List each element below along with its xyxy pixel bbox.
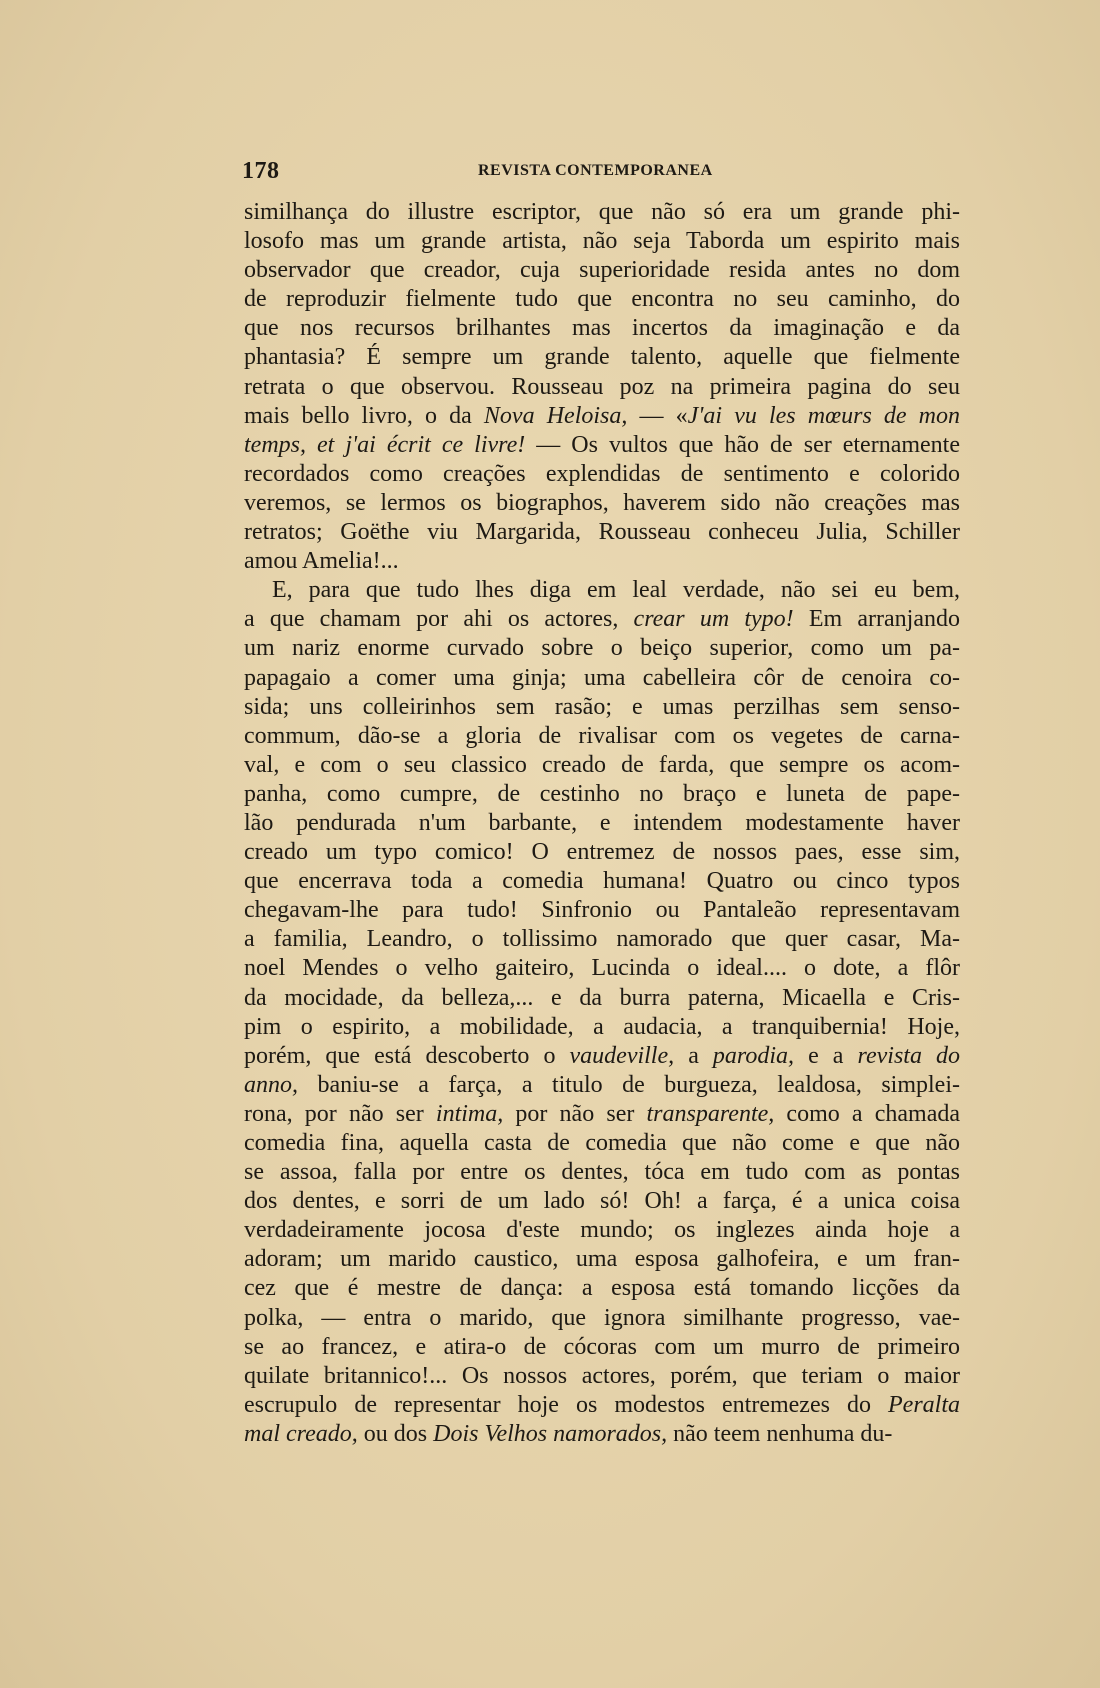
text-segment: comedia fina, aquella casta de comedia que não come e que não: [244, 1130, 960, 1156]
text-segment: mais bello livro, o da: [244, 402, 484, 429]
text-segment: adoram; um marido caustico, uma esposa galhofeira, e um fran-: [244, 1246, 960, 1273]
text-line: [244, 431, 960, 460]
text-line: [244, 1245, 960, 1274]
text-segment: da mocidade, da belleza,... e da burra paterna, Micaella e Cris-: [244, 984, 960, 1011]
text-segment: sida; uns colleirinhos sem rasão; e umas perzilhas sem senso-: [244, 693, 960, 720]
text-segment: porém, que está descoberto o: [244, 1042, 570, 1069]
text-segment: ou dos: [357, 1420, 434, 1447]
text-line: [244, 1042, 960, 1071]
text-line: [244, 314, 960, 343]
text-segment: baniu-se a farça, a titulo de burgueza, lealdosa, simplei-: [298, 1071, 960, 1098]
text-segment: que encerrava toda a comedia humana! Quatro ou cinco typos: [244, 868, 960, 895]
text-line: [244, 285, 960, 314]
text-line: [244, 664, 960, 693]
text-segment: pim o espirito, a mobilidade, a audacia, a tranquibernia! Hoje,: [244, 1013, 960, 1040]
italic-text: mal creado,: [244, 1420, 358, 1447]
text-segment: por não ser: [503, 1100, 647, 1127]
italic-text: J'ai vu les mœurs de mon: [687, 402, 960, 429]
text-segment: que nos recursos brilhantes mas incertos da imaginação e da: [244, 315, 960, 342]
italic-text: transparente,: [646, 1100, 775, 1127]
text-segment: dos dentes, e sorri de um lado só! Oh! a farça, é a unica coisa: [244, 1188, 960, 1215]
text-line: [244, 227, 960, 256]
text-line: [244, 198, 960, 227]
text-segment: a familia, Leandro, o tollissimo namorado que quer casar, Ma-: [244, 926, 960, 953]
italic-text: Peralta: [888, 1391, 960, 1418]
text-line: [244, 1158, 960, 1187]
text-line: [244, 1187, 960, 1216]
text-segment: escrupulo de representar hoje os modestos entremezes do: [244, 1391, 888, 1418]
text-segment: como a chamada: [774, 1100, 960, 1127]
text-segment: um nariz enorme curvado sobre o beiço superior, como um pa-: [244, 635, 960, 662]
page-header: [242, 158, 962, 182]
text-line: [244, 1013, 960, 1042]
text-line: [244, 1333, 960, 1362]
text-line: [244, 605, 960, 634]
text-line: [244, 1129, 960, 1158]
text-segment: similhança do illustre escriptor, que não só era um grande phi-: [244, 199, 960, 225]
text-line: [244, 518, 960, 547]
text-segment: a: [674, 1042, 713, 1069]
text-line: [244, 1420, 960, 1449]
text-segment: cez que é mestre de dança: a esposa está tomando licções da: [244, 1275, 960, 1302]
italic-text: Dois Velhos namorados,: [433, 1420, 668, 1447]
text-segment: val, e com o seu classico creado de farda, que sempre os acom-: [244, 751, 960, 778]
text-line: [244, 693, 960, 722]
text-segment: creado um typo comico! O entremez de nossos paes, esse sim,: [244, 839, 960, 866]
text-segment: retrata o que observou. Rousseau poz na primeira pagina do seu: [244, 373, 960, 400]
italic-text: temps, et j'ai écrit ce livre!: [244, 431, 526, 458]
text-line: [244, 576, 960, 605]
text-line: [244, 460, 960, 489]
text-line: [244, 954, 960, 983]
text-segment: rona, por não ser: [244, 1100, 436, 1127]
italic-text: Nova Heloisa,: [483, 402, 628, 429]
text-line: [244, 780, 960, 809]
text-segment: E, para que tudo lhes diga em leal verdade, não sei eu bem,: [272, 577, 960, 604]
text-segment: losofo mas um grande artista, não seja Taborda um espirito mais: [244, 228, 960, 255]
text-line: [244, 373, 960, 402]
text-segment: de reproduzir fielmente tudo que encontra no seu caminho, do: [244, 286, 960, 313]
text-line: [244, 343, 960, 372]
italic-text: crear um typo!: [633, 606, 794, 633]
text-line: [244, 925, 960, 954]
text-line: [244, 867, 960, 896]
text-segment: Em arranjando: [793, 606, 960, 633]
text-line: [244, 489, 960, 518]
text-segment: retratos; Goëthe viu Margarida, Rousseau conheceu Julia, Schiller: [244, 519, 960, 546]
running-title: REVISTA CONTEMPORANEA: [478, 162, 713, 179]
text-line: [244, 984, 960, 1013]
text-segment: panha, como cumpre, de cestinho no braço e luneta de pape-: [244, 780, 960, 807]
italic-text: parodia,: [712, 1042, 795, 1069]
text-segment: verdadeiramente jocosa d'este mundo; os inglezes ainda hoje a: [244, 1217, 960, 1244]
text-line: [244, 1304, 960, 1333]
text-segment: phantasia? É sempre um grande talento, aquelle que fielmente: [244, 344, 960, 371]
text-segment: não teem nenhuma du-: [667, 1420, 893, 1447]
text-segment: — Os vultos que hão de ser eternamente: [525, 431, 960, 458]
text-segment: veremos, se lermos os biographos, haverem sido não creações mas: [244, 489, 960, 516]
text-segment: e a: [794, 1042, 858, 1069]
text-segment: commum, dão-se a gloria de rivalisar com os vegetes de carna-: [244, 722, 960, 749]
text-segment: papagaio a comer uma ginja; uma cabelleira côr de cenoira co-: [244, 664, 960, 691]
page-number: 178: [242, 158, 280, 184]
italic-text: intima,: [435, 1100, 504, 1127]
text-line: [244, 256, 960, 285]
italic-text: anno,: [244, 1071, 298, 1098]
text-segment: lão pendurada n'um barbante, e intendem modestamente haver: [244, 809, 960, 836]
italic-text: revista do: [857, 1042, 960, 1069]
text-segment: quilate britannico!... Os nossos actores, porém, que teriam o maior: [244, 1362, 960, 1389]
text-segment: polka, — entra o marido, que ignora similhante progresso, vae-: [244, 1304, 960, 1331]
text-segment: observador que creador, cuja superioridade resida antes no dom: [244, 257, 960, 284]
text-segment: se ao francez, e atira-o de cócoras com um murro de primeiro: [244, 1333, 960, 1360]
text-line: [244, 896, 960, 925]
text-line: [244, 1100, 960, 1129]
text-segment: — «: [627, 402, 688, 429]
text-line: [244, 402, 960, 431]
text-segment: amou Amelia!...: [244, 548, 399, 575]
text-line: [244, 1071, 960, 1100]
text-line: [244, 722, 960, 751]
text-line: [244, 809, 960, 838]
text-line: [244, 838, 960, 867]
body-text: [244, 198, 960, 1449]
text-line: [244, 1216, 960, 1245]
text-line: [244, 1274, 960, 1303]
text-line: [244, 1391, 960, 1420]
text-segment: se assoa, falla por entre os dentes, tóca em tudo com as pontas: [244, 1159, 960, 1186]
text-segment: recordados como creações explendidas de sentimento e colorido: [244, 460, 960, 487]
italic-text: vaudeville,: [569, 1042, 675, 1069]
text-line: [244, 634, 960, 663]
text-segment: a que chamam por ahi os actores,: [244, 606, 634, 633]
text-line: [244, 1362, 960, 1391]
text-line: [244, 547, 960, 576]
text-line: [244, 751, 960, 780]
text-segment: chegavam-lhe para tudo! Sinfronio ou Pantaleão representavam: [244, 897, 960, 924]
text-segment: noel Mendes o velho gaiteiro, Lucinda o ideal.... o dote, a flôr: [244, 955, 960, 982]
